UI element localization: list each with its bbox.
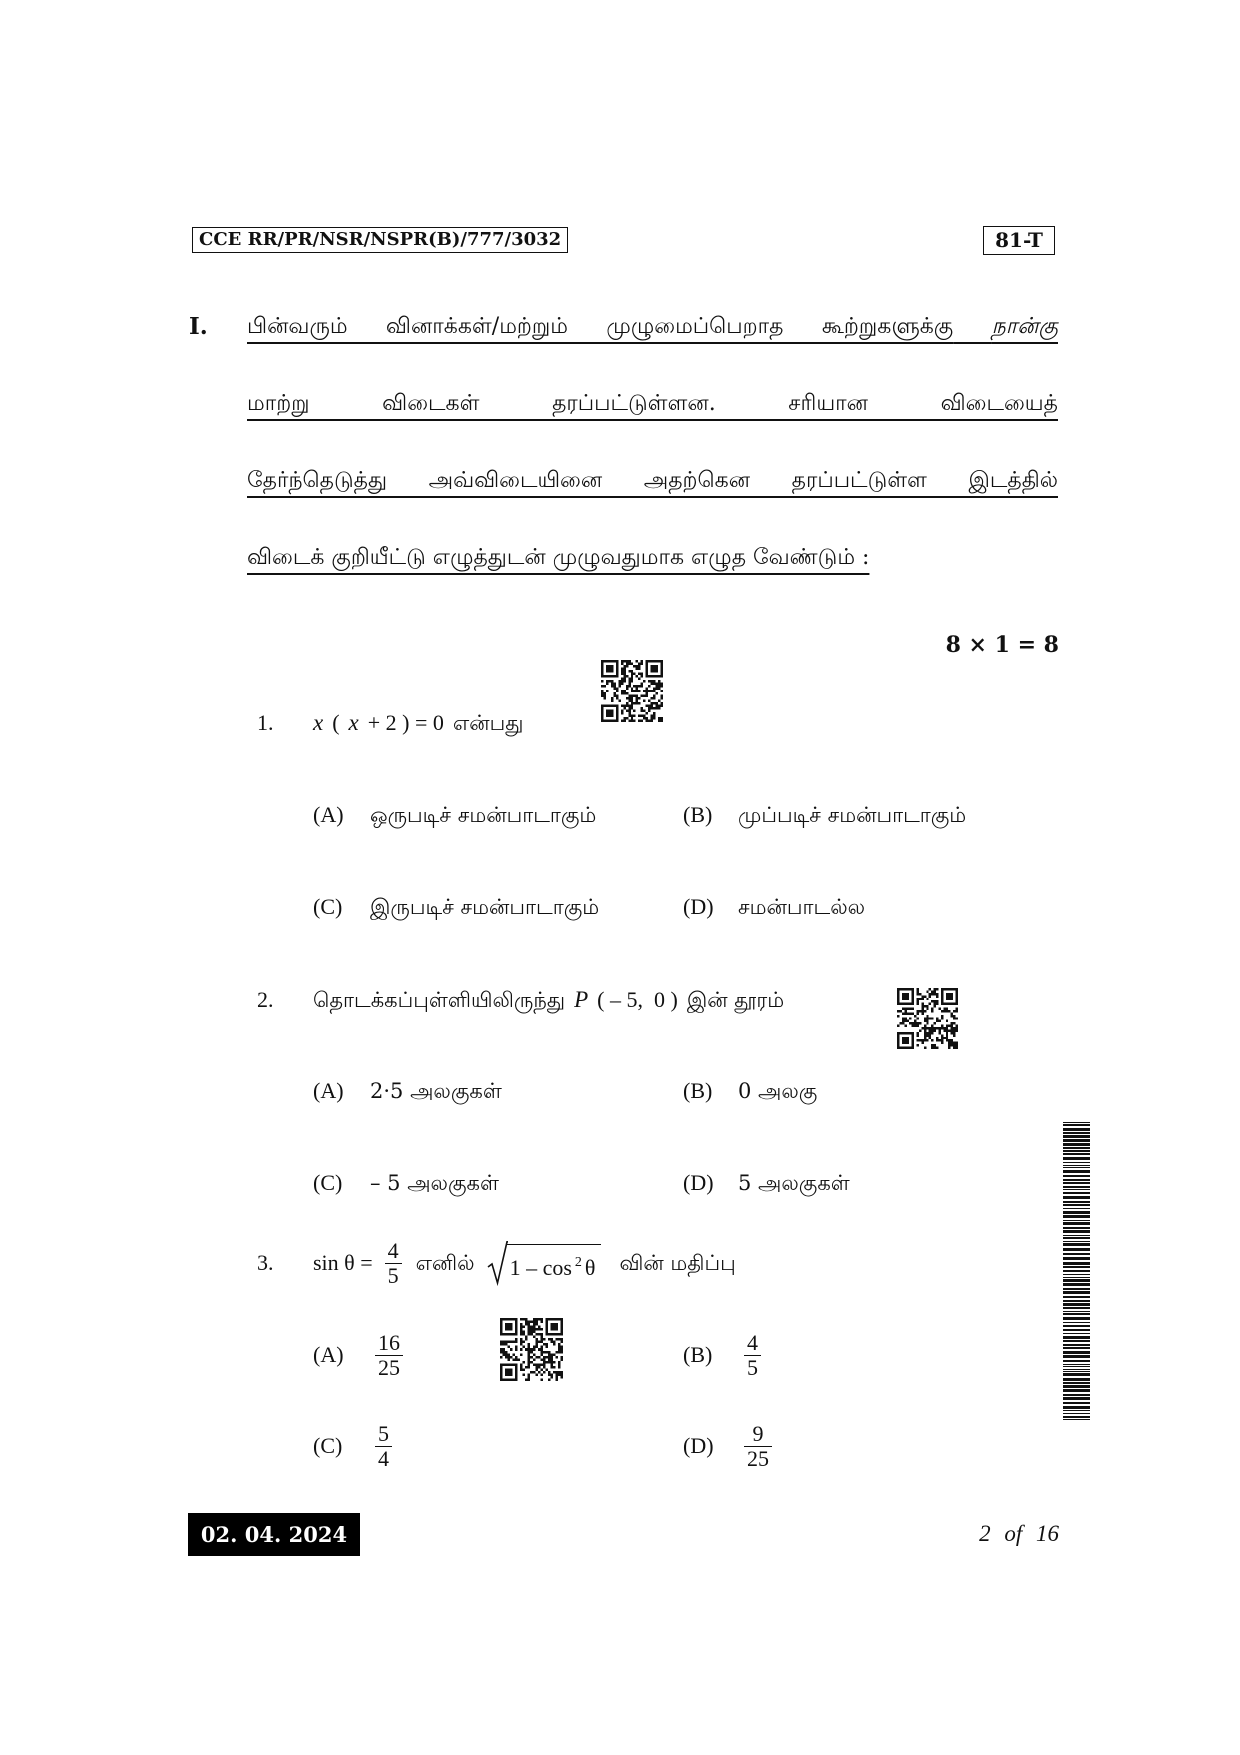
- option-text: 0 அலகு: [738, 1079, 818, 1103]
- fraction: [385, 1239, 402, 1288]
- option-text: முப்படிச் சமன்பாடாகும்: [738, 803, 967, 827]
- fraction-denominator: 4: [378, 1445, 389, 1471]
- option-fraction: [744, 1422, 772, 1471]
- question-number: 3.: [257, 1250, 274, 1275]
- option-text: சமன்பாடல்ல: [738, 895, 866, 919]
- question-number: 2.: [257, 987, 274, 1012]
- option-label: (D): [683, 1433, 714, 1458]
- math-paren: (: [332, 710, 340, 735]
- fraction-denominator: 5: [387, 1262, 399, 1288]
- radicand-base: 1 – cos: [509, 1255, 572, 1280]
- option-text: 2·5 அலகுகள்: [370, 1079, 502, 1103]
- instruction-emphasis: நான்கு: [991, 314, 1058, 339]
- radicand: [507, 1244, 602, 1285]
- option-c: [313, 1416, 392, 1476]
- fraction-numerator: 16: [375, 1331, 403, 1356]
- question-2: [0, 980, 1240, 1020]
- fraction-numerator: 5: [375, 1422, 392, 1447]
- option-fraction: [375, 1422, 392, 1471]
- marks-allocation: 8 × 1 = 8: [945, 632, 1059, 658]
- question-stem: [313, 703, 526, 744]
- option-label: (D): [683, 1170, 714, 1195]
- option-text: 5 அலகுகள்: [738, 1171, 850, 1195]
- section-instructions: [247, 288, 1058, 596]
- stem-text: தொடக்கப்புள்ளியிலிருந்து: [313, 988, 566, 1012]
- fraction-numerator: 9: [744, 1422, 772, 1447]
- fraction-denominator: 5: [747, 1354, 758, 1380]
- radicand-exponent: 2: [574, 1255, 582, 1270]
- exam-date-box: 02. 04. 2024: [188, 1513, 360, 1556]
- radicand-variable: θ: [584, 1255, 596, 1280]
- fraction-denominator: 25: [747, 1445, 769, 1471]
- math-variable: P: [574, 987, 589, 1012]
- math-variable: x: [348, 710, 359, 735]
- page-number: 2 of 16: [979, 1521, 1059, 1546]
- option-d: [683, 1416, 772, 1476]
- option-c: [313, 887, 599, 928]
- fraction-numerator: 4: [744, 1331, 761, 1356]
- option-fraction: [375, 1331, 403, 1380]
- exam-code-box: CCE RR/PR/NSR/NSPR(B)/777/3032: [192, 227, 568, 253]
- option-label: (A): [313, 1342, 344, 1367]
- option-a: [313, 1071, 502, 1112]
- option-label: (D): [683, 894, 714, 919]
- fraction-numerator: 4: [385, 1239, 402, 1264]
- math-expression: + 2 ) = 0: [367, 710, 444, 735]
- instruction-line-4-text: விடைக் குறியீட்டு எழுத்துடன் முழுவதுமாக எழுத வேண்டும் :: [247, 545, 870, 570]
- option-a: [313, 795, 596, 836]
- stem-tail: இன் தூரம்: [686, 988, 785, 1012]
- option-label: (C): [313, 1170, 343, 1195]
- question-number: 1.: [257, 710, 274, 735]
- option-label: (C): [313, 1433, 343, 1458]
- section-number: I.: [189, 313, 208, 340]
- option-label: (B): [683, 1342, 713, 1367]
- stem-text: எனில்: [415, 1251, 475, 1275]
- math-variable: x: [313, 710, 324, 735]
- option-b: [683, 1071, 817, 1112]
- option-text: – 5 அலகுகள்: [370, 1171, 499, 1195]
- radical-sign-icon: [487, 1239, 508, 1287]
- option-label: (C): [313, 894, 343, 919]
- option-text: இருபடிச் சமன்பாடாகும்: [370, 895, 600, 919]
- question-3-options-row-1: [0, 1325, 1240, 1385]
- paper-code-box: 81-T: [983, 226, 1055, 255]
- option-a: [313, 1325, 403, 1385]
- option-text: ஒருபடிச் சமன்பாடாகும்: [370, 803, 597, 827]
- option-b: [683, 1325, 761, 1385]
- instruction-line-3: தேர்ந்தெடுத்து அவ்விடையினை அதற்கென தரப்பட்டுள்ள இடத்தில்: [247, 468, 1058, 493]
- option-label: (A): [313, 1078, 344, 1103]
- question-stem: [313, 980, 786, 1021]
- option-c: [313, 1163, 499, 1204]
- instruction-line-1: [247, 288, 1058, 365]
- math-lhs: sin θ =: [313, 1250, 373, 1275]
- option-label: (B): [683, 802, 713, 827]
- question-2-options-row-1: [0, 1071, 1240, 1111]
- question-1: [0, 703, 1240, 743]
- math-coordinates: ( – 5, 0 ): [597, 987, 678, 1012]
- option-label: (B): [683, 1078, 713, 1103]
- question-1-options-row-2: [0, 887, 1240, 927]
- stem-text: என்பது: [452, 711, 524, 735]
- instruction-line-4: [247, 519, 1058, 596]
- instruction-line-2: மாற்று விடைகள் தரப்பட்டுள்ளன. சரியான விடையைத்: [247, 391, 1058, 416]
- option-d: [683, 1163, 850, 1204]
- question-stem: [313, 1233, 736, 1293]
- instruction-line-1-text: பின்வரும் வினாக்கள்/மற்றும் முழுமைப்பெறாத கூற்றுகளுக்கு: [247, 314, 954, 339]
- question-3: [0, 1233, 1240, 1293]
- question-3-options-row-2: [0, 1416, 1240, 1476]
- option-fraction: [744, 1331, 761, 1380]
- square-root-expression: [487, 1239, 602, 1287]
- stem-tail: வின் மதிப்பு: [619, 1251, 736, 1275]
- option-label: (A): [313, 802, 344, 827]
- fraction-denominator: 25: [378, 1354, 400, 1380]
- option-b: [683, 795, 966, 836]
- question-1-options-row-1: [0, 795, 1240, 835]
- question-2-options-row-2: [0, 1163, 1240, 1203]
- option-d: [683, 887, 865, 928]
